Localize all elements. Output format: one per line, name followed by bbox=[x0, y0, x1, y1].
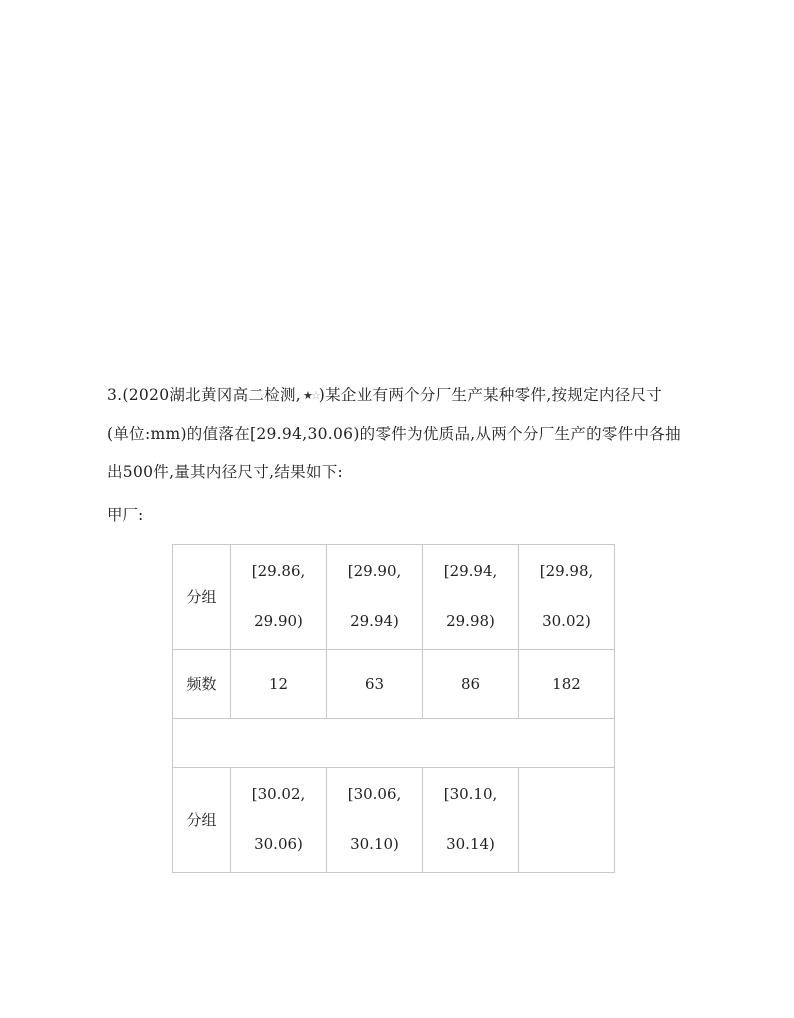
interval-start: [29.86, bbox=[251, 562, 306, 580]
interval-end: 30.10) bbox=[350, 835, 399, 853]
interval-end: 29.90) bbox=[254, 612, 303, 630]
table-row bbox=[173, 650, 615, 719]
problem-number: 3. bbox=[107, 386, 123, 404]
interval-start: [30.02, bbox=[251, 785, 306, 803]
problem-statement bbox=[107, 376, 697, 491]
interval-start: [29.98, bbox=[539, 562, 594, 580]
row-header-frequency: 频数 bbox=[173, 650, 231, 719]
table-cell bbox=[231, 545, 327, 650]
frequency-cell: 86 bbox=[423, 650, 519, 719]
frequency-table bbox=[172, 544, 615, 873]
interval-start: [29.94, bbox=[443, 562, 498, 580]
problem-text-1: 某企业有两个分厂生产某种零件,按规定内径尺寸 bbox=[325, 386, 663, 404]
star-rating-icon: ★☆ bbox=[303, 389, 319, 402]
problem-source-close: ) bbox=[318, 386, 326, 404]
interval-start: [30.10, bbox=[443, 785, 498, 803]
row-header-group: 分组 bbox=[173, 545, 231, 650]
table-cell-empty bbox=[519, 768, 615, 873]
table-row bbox=[173, 545, 615, 650]
frequency-cell: 63 bbox=[327, 650, 423, 719]
blank-cell bbox=[173, 719, 615, 768]
problem-line-2: (单位:mm)的值落在[29.94,30.06)的零件为优质品,从两个分厂生产的零件中各抽 bbox=[107, 425, 681, 443]
table-cell bbox=[423, 545, 519, 650]
interval-end: 29.98) bbox=[446, 612, 495, 630]
problem-line-1 bbox=[107, 376, 697, 415]
table-cell bbox=[423, 768, 519, 873]
table-row bbox=[173, 768, 615, 873]
interval-start: [29.90, bbox=[347, 562, 402, 580]
problem-source: (2020湖北黄冈高二检测, bbox=[122, 386, 302, 404]
frequency-cell: 12 bbox=[231, 650, 327, 719]
table-row-blank bbox=[173, 719, 615, 768]
interval-start: [30.06, bbox=[347, 785, 402, 803]
problem-line-3: 出500件,量其内径尺寸,结果如下: bbox=[107, 463, 344, 481]
table-cell bbox=[327, 545, 423, 650]
table-cell bbox=[327, 768, 423, 873]
interval-end: 30.06) bbox=[254, 835, 303, 853]
interval-end: 30.14) bbox=[446, 835, 495, 853]
interval-end: 29.94) bbox=[350, 612, 399, 630]
row-header-group: 分组 bbox=[173, 768, 231, 873]
interval-end: 30.02) bbox=[542, 612, 591, 630]
frequency-cell: 182 bbox=[519, 650, 615, 719]
table-cell bbox=[519, 545, 615, 650]
table-cell bbox=[231, 768, 327, 873]
factory-label: 甲厂: bbox=[107, 506, 144, 524]
